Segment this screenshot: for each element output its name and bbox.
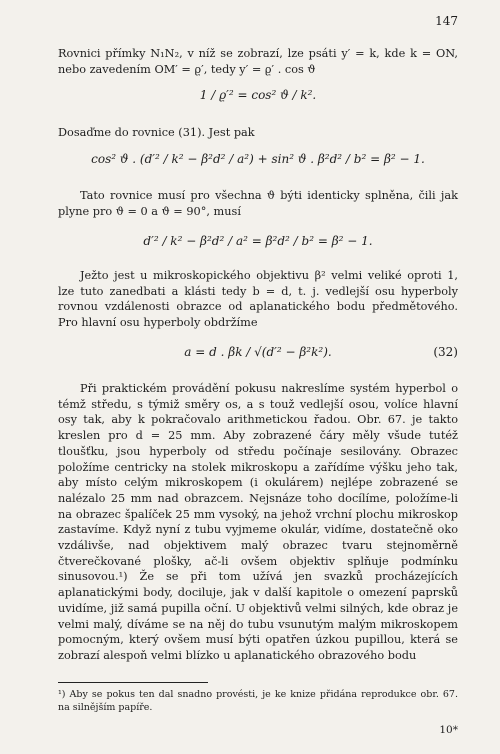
paragraph-practical: Při praktickém provádění pokusu nakreslíme systém hyperbol o témž středu, s týmiž směry os, a s touž vedlejší osou, volíce hlavní osy tak, aby k pokračovalo arithmetickou řadou. Obr. 67. je takto kreslen pro d = 25 mm. Aby zobrazené čáry měly všude tutéž tloušťku, jsou hyperboly od středu počínaje sesilovány. Obrazec položíme centricky na stolek mikroskopu a zařídíme výšku jeho tak, aby místo celým mikroskopem (i okulárem) nejlépe zobrazené se nalézalo 25 mm nad obrazcem. Nejsnáze toho docílíme, položíme-li na obrazec špalíček 25 mm vysoký, na jehož vrchní plochu mikroskop zastavíme. Když nyní z tubu vyjmeme okulár, vidíme, dostatečně oko vzdálivše, nad objektivem malý obrazec tvaru stejnoměrně čtverečkované plošky, ač-li ovšem objektiv splňuje podmínku sinusovou.¹) Že se při tom užívá jen svazků procházejících aplanatickými body, dociluje, jak v další kapitole o omezení paprsků uvidíme, již samá pupilla oční. U objektivů velmi silných, kde obraz je velmi malý, díváme se na něj do tubu vsunutým malým mikroskopem pomocným, který ovšem musí býti opatřen úzkou pupillou, která se zobrazí alespoň velmi blízko u aplanatického obrazového bodu bbox=[58, 382, 458, 662]
footnote: ¹) Aby se pokus ten dal snadno provésti, je ke knize přidána reprodukce obr. 67. na silnějším papíře. bbox=[58, 689, 458, 713]
equation-3: d′² / k² − β²d² / a² = β²d² / b² = β² − 1. bbox=[143, 234, 373, 248]
signature-mark: 10* bbox=[439, 724, 458, 736]
paragraph-substitute: Dosaďme do rovnice (31). Jest pak bbox=[58, 126, 255, 139]
paragraph-identity: Tato rovnice musí pro všechna ϑ býti identicky splněna, čili jak plyne pro ϑ = 0 a ϑ = 90°, musí bbox=[58, 189, 458, 218]
equation-1: 1 / ϱ′² = cos² ϑ / k². bbox=[199, 88, 317, 102]
equation-number: (32) bbox=[433, 345, 458, 359]
text-line-1: Rovnici přímky N₁N₂, v níž se zobrazí, lze psáti y′ = k, kde k = ON, nebo zavedením OM′ = ϱ′, tedy y′ = ϱ′ . cos ϑ bbox=[58, 47, 458, 76]
footnote-divider bbox=[58, 682, 208, 683]
equation-2: cos² ϑ . (d′² / k² − β²d² / a²) + sin² ϑ . β²d² / b² = β² − 1. bbox=[91, 152, 425, 166]
paragraph-microscope: Ježto jest u mikroskopického objektivu β² velmi veliké oproti 1, lze tuto zanedbati a klásti tedy b = d, t. j. vedlejší osu hyperboly rovnou vzdálenosti obrazce od aplanatického bodu předmětového. Pro hlavní osu hyperboly obdržíme bbox=[58, 269, 458, 330]
equation-32 bbox=[58, 345, 458, 359]
paragraph-intro bbox=[58, 46, 458, 77]
equation-32-body: a = d . βk / √(d′² − β²k²). bbox=[184, 345, 332, 359]
page-number: 147 bbox=[435, 14, 458, 28]
